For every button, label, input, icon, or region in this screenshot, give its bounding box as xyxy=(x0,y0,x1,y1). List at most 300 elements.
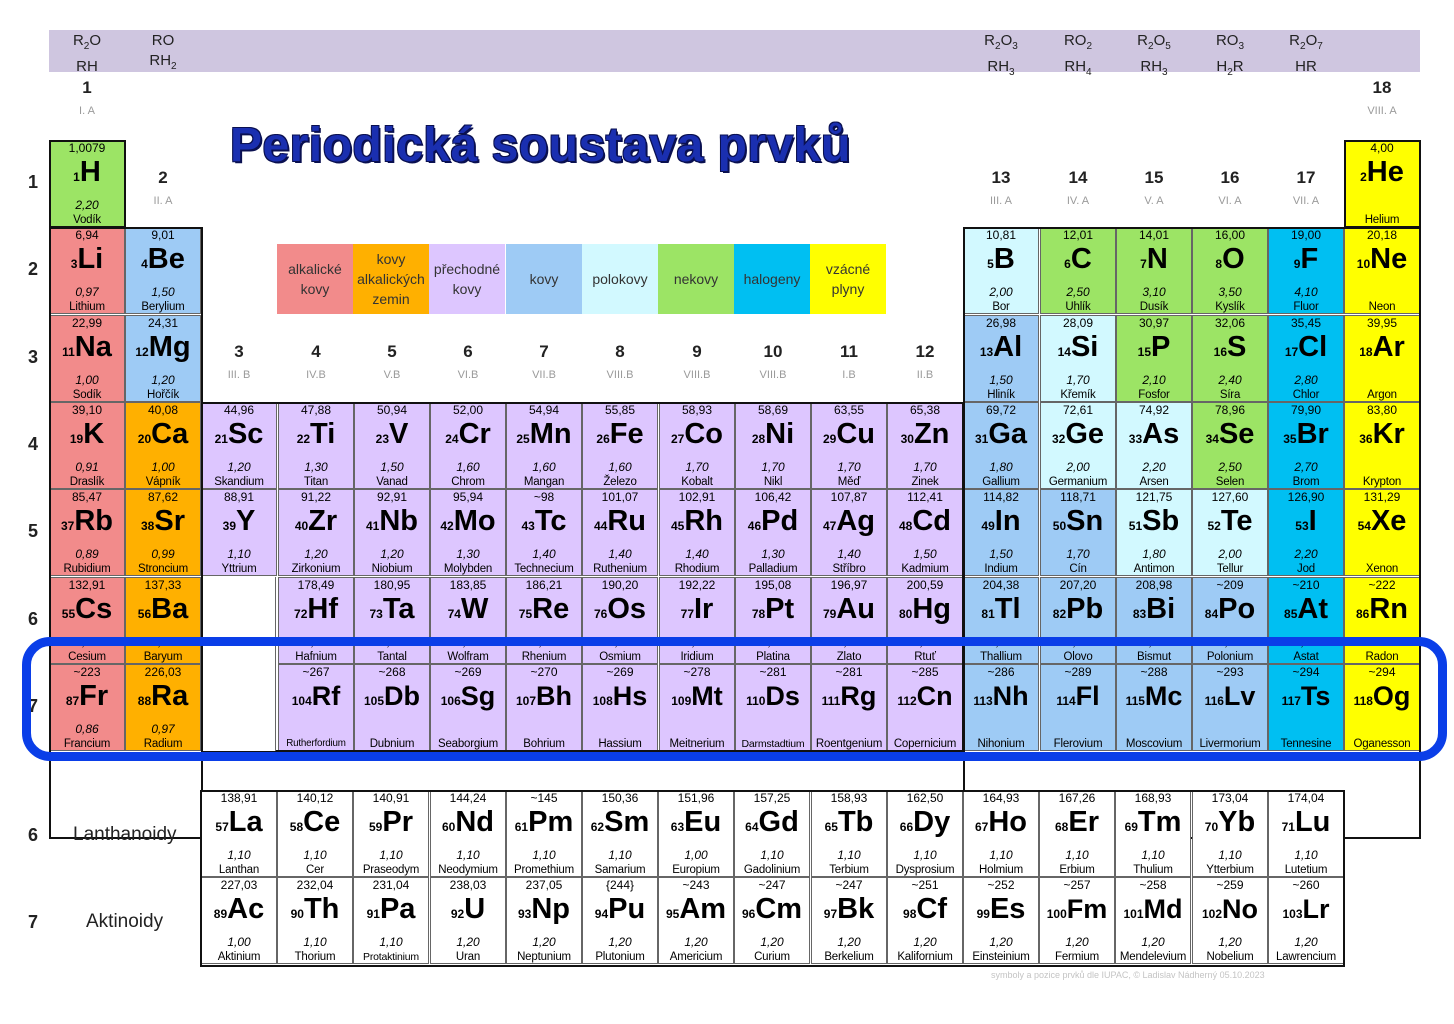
element-b xyxy=(963,227,1039,314)
element-symbol: Dy xyxy=(913,806,951,838)
element-symbol: Si xyxy=(1070,331,1099,363)
oxide-formula: $R_2O_7$ HR xyxy=(1289,32,1323,75)
element-symbol: Hf xyxy=(307,593,338,625)
atomic-mass: 47,88 xyxy=(300,403,332,417)
element-sb xyxy=(1116,489,1192,576)
element-bk xyxy=(811,877,887,964)
element-he xyxy=(1344,140,1420,227)
atomic-mass: ~267 xyxy=(302,665,330,679)
atomic-mass: 52,00 xyxy=(452,403,484,417)
element-name: Holmium xyxy=(979,864,1023,876)
atomic-number: 99 xyxy=(976,907,990,921)
series-period-number: 6 xyxy=(27,825,38,845)
element-symbol: Gd xyxy=(758,806,799,838)
atomic-mass: 208,98 xyxy=(1135,578,1173,592)
electronegativity: 1,40 xyxy=(837,547,861,561)
element-symbol-group xyxy=(355,592,429,631)
element-symbol: Fl xyxy=(1075,681,1100,711)
atomic-number: 39 xyxy=(222,519,236,533)
atomic-number: 74 xyxy=(447,607,461,621)
atomic-number: 12 xyxy=(135,345,149,359)
element-symbol: Mc xyxy=(1144,681,1183,711)
group-roman-label: V.B xyxy=(383,369,401,381)
series-period-number: 7 xyxy=(27,912,38,932)
atomic-number: 11 xyxy=(62,345,75,359)
atomic-mass: 150,36 xyxy=(601,791,639,805)
electronegativity: 1,60 xyxy=(456,460,480,474)
element-symbol-group xyxy=(1041,504,1115,543)
element-name: Copernicium xyxy=(893,738,957,750)
element-symbol: P xyxy=(1151,331,1171,363)
group-roman-label: VI.B xyxy=(457,369,479,381)
element-symbol: Ru xyxy=(607,505,647,537)
element-name: Křemík xyxy=(1060,389,1096,401)
element-symbol: Cf xyxy=(916,893,947,925)
electronegativity: 1,10 xyxy=(1141,848,1165,862)
atomic-number: 47 xyxy=(822,519,837,533)
atomic-mass: ~258 xyxy=(1139,878,1167,892)
element-name: Železo xyxy=(603,476,637,488)
element-name: Olovo xyxy=(1063,651,1093,663)
element-symbol-group xyxy=(279,504,353,543)
atomic-number: 105 xyxy=(363,694,385,708)
element-name: Hořčík xyxy=(146,389,180,401)
element-symbol-group xyxy=(660,504,734,543)
electronegativity: 1,10 xyxy=(379,935,403,949)
electronegativity: 1,20 xyxy=(380,547,404,561)
element-name: Titan xyxy=(303,476,329,488)
electronegativity: 1,10 xyxy=(379,848,403,862)
element-name: Uhlík xyxy=(1065,301,1091,313)
element-sm xyxy=(582,790,658,877)
element-name: Kobalt xyxy=(681,476,713,488)
electronegativity: 1,67 xyxy=(1142,635,1166,649)
atomic-mass: 20,18 xyxy=(1366,228,1398,242)
element-fe xyxy=(582,402,658,489)
electronegativity: 2,20 xyxy=(75,198,99,212)
element-name: Roentgenium xyxy=(815,738,883,750)
element-ag xyxy=(811,489,887,576)
element-name: Draslík xyxy=(69,476,105,488)
atomic-mass: 65,38 xyxy=(909,403,941,417)
atomic-mass: ~257 xyxy=(1063,878,1091,892)
element-symbol-group xyxy=(1193,330,1267,369)
group-roman-label: VIII.B xyxy=(759,369,787,381)
atomic-mass: ~243 xyxy=(682,878,710,892)
atomic-mass: 22,99 xyxy=(71,316,103,330)
atomic-mass: 151,96 xyxy=(677,791,715,805)
element-symbol: Cd xyxy=(912,505,952,537)
element-name: Stroncium xyxy=(138,563,188,575)
atomic-number: 100 xyxy=(1046,907,1067,921)
element-name: Meitnerium xyxy=(669,738,725,750)
element-name: Cer xyxy=(306,864,324,876)
atomic-number: 97 xyxy=(823,907,838,921)
group-roman-label: III. B xyxy=(227,369,251,381)
element-symbol: I xyxy=(1308,505,1317,537)
element-symbol-group xyxy=(735,805,809,844)
element-symbol: Pt xyxy=(765,593,795,625)
element-symbol: Sn xyxy=(1066,505,1104,537)
element-symbol-group xyxy=(355,504,429,543)
element-symbol: Pr xyxy=(382,806,413,838)
period-7-highlight-frame xyxy=(22,637,1447,761)
element-symbol-group xyxy=(354,805,428,844)
element-symbol: Sr xyxy=(154,505,185,537)
atomic-number: 109 xyxy=(671,694,692,708)
atomic-number: 63 xyxy=(670,820,685,834)
element-symbol: Ta xyxy=(382,593,415,625)
element-symbol: Rh xyxy=(684,505,724,537)
atomic-mass: ~223 xyxy=(73,665,101,679)
element-symbol-group xyxy=(964,504,1038,543)
element-name: Zirkonium xyxy=(291,563,341,575)
element-symbol-group xyxy=(659,805,733,844)
element-symbol: Po xyxy=(1218,593,1256,625)
element-name: Mendelevium xyxy=(1119,951,1187,963)
atomic-mass: 88,91 xyxy=(223,490,255,504)
element-symbol-group xyxy=(126,330,200,369)
element-name: Platina xyxy=(756,651,790,663)
element-symbol-group xyxy=(126,592,200,631)
period-number: 1 xyxy=(27,172,38,192)
element-symbol: Cu xyxy=(836,418,876,450)
element-symbol-group xyxy=(431,417,505,456)
element-symbol-group xyxy=(812,504,886,543)
element-name: Indium xyxy=(984,563,1018,575)
atomic-number: 26 xyxy=(596,432,610,446)
element-symbol: Ti xyxy=(310,418,336,450)
element-symbol-group xyxy=(50,155,124,194)
element-name: Hafnium xyxy=(295,651,337,663)
element-name: Chlor xyxy=(1292,389,1320,401)
element-symbol: K xyxy=(83,418,105,450)
element-symbol-group xyxy=(50,417,124,456)
group-number: 10 xyxy=(763,342,783,361)
group-number: 12 xyxy=(915,342,935,361)
atomic-mass: ~288 xyxy=(1140,665,1168,679)
element-symbol: Ho xyxy=(988,806,1028,838)
element-symbol: Sb xyxy=(1142,505,1180,537)
electronegativity: 0,86 xyxy=(75,722,99,736)
element-nd xyxy=(430,790,506,877)
atomic-mass: 195,08 xyxy=(754,578,792,592)
element-symbol-group xyxy=(964,592,1038,631)
element-symbol: Fr xyxy=(79,680,109,712)
electronegativity: 0,79 xyxy=(75,635,99,649)
atomic-number: 44 xyxy=(593,519,608,533)
electronegativity: 1,30 xyxy=(761,547,785,561)
element-symbol: Ac xyxy=(227,893,265,925)
group-roman-label: VIII. A xyxy=(1367,105,1397,117)
element-symbol: Rf xyxy=(311,681,341,711)
element-symbol: Lu xyxy=(1294,806,1331,838)
element-symbol: Fm xyxy=(1066,894,1108,924)
element-symbol: Ge xyxy=(1065,418,1105,450)
group-number: 5 xyxy=(387,342,397,361)
element-symbol-group xyxy=(583,805,657,844)
group-roman-label: IV.B xyxy=(306,369,326,381)
atomic-number: 67 xyxy=(974,820,989,834)
element-symbol: Cm xyxy=(755,893,803,925)
atomic-mass: {244} xyxy=(605,878,635,892)
atomic-mass: ~209 xyxy=(1216,578,1244,592)
element-symbol: Bk xyxy=(837,893,875,925)
atomic-number: 93 xyxy=(517,907,532,921)
electronegativity: 1,60 xyxy=(608,460,632,474)
atomic-number: 23 xyxy=(375,432,389,446)
electronegativity: 1,76 xyxy=(1218,635,1242,649)
element-name: Moscovium xyxy=(1125,738,1183,750)
element-symbol: Ds xyxy=(765,681,800,711)
element-symbol-group xyxy=(964,805,1038,844)
element-symbol: Mt xyxy=(691,681,723,711)
oxide-formula: RO $RH_2$ xyxy=(149,32,177,72)
atomic-mass: 24,31 xyxy=(147,316,179,330)
series-name: Lanthanoidy xyxy=(73,824,177,845)
atomic-number: 24 xyxy=(445,432,459,446)
element-name: Rubidium xyxy=(63,563,111,575)
series-name: Aktinoidy xyxy=(86,911,164,932)
element-name: Thulium xyxy=(1133,864,1173,876)
element-xe xyxy=(1344,489,1420,576)
electronegativity: 1,50 xyxy=(151,285,175,299)
element-name: Uran xyxy=(455,951,481,963)
electronegativity: 1,52 xyxy=(608,635,632,649)
legend-pre: přechodné kovy xyxy=(429,244,505,314)
electronegativity: 2,10 xyxy=(1142,373,1166,387)
electronegativity: 1,10 xyxy=(1218,848,1242,862)
element-name: Kyslík xyxy=(1215,301,1245,313)
electronegativity: 1,70 xyxy=(1066,547,1090,561)
atomic-mass: ~294 xyxy=(1368,665,1396,679)
atomic-number: 60 xyxy=(441,820,456,834)
electronegativity: 1,70 xyxy=(837,460,861,474)
element-th xyxy=(277,877,353,964)
element-u xyxy=(430,877,506,964)
element-symbol-group xyxy=(888,592,962,631)
element-symbol: Cl xyxy=(1298,331,1328,363)
element-symbol-group xyxy=(812,592,886,631)
element-symbol: Hs xyxy=(612,681,648,711)
atomic-number: 43 xyxy=(521,519,535,533)
element-symbol: In xyxy=(994,505,1021,537)
element-sr xyxy=(125,489,201,576)
group-roman-label: I.B xyxy=(842,369,856,381)
atomic-mass: 126,90 xyxy=(1287,490,1325,504)
electronegativity: 1,90 xyxy=(1294,635,1318,649)
element-symbol-group xyxy=(1345,592,1419,631)
oxide-formula: $R_2O_5$ $RH_3$ xyxy=(1137,32,1171,78)
element-symbol-group xyxy=(1193,892,1267,931)
group-number: 18 xyxy=(1372,78,1392,97)
atomic-mass: 58,69 xyxy=(757,403,789,417)
element-symbol: At xyxy=(1297,593,1328,625)
element-name: Fermium xyxy=(1055,951,1099,963)
element-lu xyxy=(1268,790,1344,877)
element-symbol-group xyxy=(964,892,1038,931)
atomic-number: 45 xyxy=(670,519,685,533)
electronegativity: 1,10 xyxy=(608,848,632,862)
atomic-number: 62 xyxy=(590,820,605,834)
atomic-number: 108 xyxy=(592,694,613,708)
atomic-mass: ~222 xyxy=(1368,578,1396,592)
element-name: Krypton xyxy=(1362,476,1402,488)
electronegativity: 1,00 xyxy=(151,460,175,474)
element-name: Ytterbium xyxy=(1206,864,1254,876)
atomic-number: 16 xyxy=(1213,345,1227,359)
element-mn xyxy=(506,402,582,489)
electronegativity: 1,50 xyxy=(380,460,404,474)
atomic-mass: ~281 xyxy=(759,665,787,679)
atomic-mass: 1,0079 xyxy=(68,141,106,155)
element-symbol-group xyxy=(660,417,734,456)
element-name: Xenon xyxy=(1365,563,1399,575)
atomic-mass: 118,71 xyxy=(1060,490,1096,504)
atomic-mass: 101,07 xyxy=(601,490,639,504)
element-li xyxy=(49,227,125,314)
element-la xyxy=(201,790,277,877)
atomic-number: 57 xyxy=(215,820,229,834)
atomic-mass: 44,96 xyxy=(223,403,255,417)
atomic-mass: ~98 xyxy=(533,490,555,504)
atomic-number: 27 xyxy=(670,432,685,446)
atomic-mass: 157,25 xyxy=(753,791,791,805)
atomic-mass: 144,24 xyxy=(449,791,487,805)
atomic-mass: 196,97 xyxy=(830,578,868,592)
element-symbol-group xyxy=(1345,504,1419,543)
electronegativity: 2,40 xyxy=(1218,373,1242,387)
element-dy xyxy=(887,790,963,877)
element-symbol-group xyxy=(354,892,428,931)
element-c xyxy=(1040,227,1116,314)
electronegativity: 0,97 xyxy=(151,722,175,736)
atomic-mass: 121,75 xyxy=(1135,490,1173,504)
element-symbol-group xyxy=(1269,504,1343,543)
element-name: Nikl xyxy=(763,476,783,488)
group-number: 11 xyxy=(840,342,858,361)
element-name: Fluor xyxy=(1293,301,1319,313)
atomic-number: 46 xyxy=(747,519,762,533)
element-symbol: Pb xyxy=(1066,593,1104,625)
electronegativity: 1,20 xyxy=(837,935,861,949)
atomic-mass: 83,80 xyxy=(1366,403,1398,417)
electronegativity: 1,50 xyxy=(989,373,1013,387)
atomic-number: 9 xyxy=(1293,257,1301,271)
electronegativity: 1,20 xyxy=(456,935,480,949)
atomic-mass: 174,04 xyxy=(1287,791,1325,805)
element-name: Erbium xyxy=(1059,864,1095,876)
atomic-number: 1 xyxy=(73,170,80,184)
element-name: Síra xyxy=(1219,389,1241,401)
element-name: Nihonium xyxy=(977,738,1025,750)
element-symbol: W xyxy=(460,593,489,625)
atomic-number: 92 xyxy=(450,907,465,921)
atomic-mass: ~293 xyxy=(1216,665,1244,679)
element-symbol-group xyxy=(1117,504,1191,543)
element-symbol-group xyxy=(126,417,200,456)
group-roman-label: V. A xyxy=(1144,195,1164,207)
element-name: Měď xyxy=(837,476,861,488)
atomic-number: 21 xyxy=(214,432,228,446)
atomic-mass: ~260 xyxy=(1292,878,1320,892)
element-symbol: Eu xyxy=(684,806,722,838)
electronegativity: 2,00 xyxy=(1218,547,1242,561)
element-cu xyxy=(811,402,887,489)
atomic-number: 42 xyxy=(440,519,454,533)
element-name: Tellur xyxy=(1216,563,1244,575)
element-symbol: Ce xyxy=(303,806,341,838)
element-name: Molybden xyxy=(443,563,493,575)
element-symbol: Yb xyxy=(1218,806,1256,838)
atomic-mass: 12,01 xyxy=(1062,228,1094,242)
atomic-number: 110 xyxy=(746,694,766,708)
atomic-number: 65 xyxy=(824,820,838,834)
element-symbol-group xyxy=(1269,805,1343,844)
electronegativity: 3,10 xyxy=(1142,285,1166,299)
atomic-mass: 138,91 xyxy=(220,791,258,805)
legend-vzp: vzácné plyny xyxy=(810,244,886,314)
electronegativity: 2,20 xyxy=(1142,460,1166,474)
electronegativity: 2,50 xyxy=(1218,460,1242,474)
element-tb xyxy=(811,790,887,877)
element-symbol-group xyxy=(507,805,581,844)
element-nb xyxy=(354,489,430,576)
electronegativity: 1,20 xyxy=(1294,935,1318,949)
atomic-number: 30 xyxy=(900,432,914,446)
electronegativity: 1,46 xyxy=(532,635,556,649)
atomic-mass: 39,95 xyxy=(1366,316,1398,330)
electronegativity: 1,50 xyxy=(989,547,1013,561)
element-ce xyxy=(277,790,353,877)
element-symbol: Sg xyxy=(460,681,496,711)
element-name: Europium xyxy=(672,864,720,876)
atomic-mass: 79,90 xyxy=(1290,403,1322,417)
atomic-number: 55 xyxy=(61,607,76,621)
element-symbol-group xyxy=(507,417,581,456)
atomic-mass: 127,60 xyxy=(1211,490,1249,504)
element-symbol: Li xyxy=(77,243,104,275)
atomic-number: 115 xyxy=(1125,694,1145,708)
element-name: Praseodym xyxy=(362,864,420,876)
element-symbol-group xyxy=(1041,242,1115,281)
element-symbol: C xyxy=(1070,243,1092,275)
atomic-mass: 50,94 xyxy=(376,403,408,417)
element-name: Curium xyxy=(754,951,790,963)
element-name: Livermorium xyxy=(1199,738,1261,750)
atomic-mass: 232,04 xyxy=(296,878,334,892)
page-title: Periodická soustava prvků xyxy=(230,119,851,172)
element-symbol: Os xyxy=(607,593,647,625)
atomic-mass: 91,22 xyxy=(300,490,332,504)
element-symbol: U xyxy=(464,893,486,925)
atomic-number: 69 xyxy=(1124,820,1138,834)
element-te xyxy=(1192,489,1268,576)
element-name: Polonium xyxy=(1206,651,1254,663)
electronegativity: 1,44 xyxy=(989,635,1013,649)
atomic-mass: 132,91 xyxy=(68,578,106,592)
atomic-number: 70 xyxy=(1204,820,1219,834)
electronegativity: 1,40 xyxy=(532,547,556,561)
atomic-number: 10 xyxy=(1356,257,1371,271)
electronegativity: 1,20 xyxy=(760,935,784,949)
atomic-mass: 95,94 xyxy=(452,490,484,504)
element-rh xyxy=(659,489,735,576)
atomic-number: 35 xyxy=(1283,432,1297,446)
element-symbol: Am xyxy=(679,893,727,925)
element-symbol: Cs xyxy=(75,593,113,625)
element-name: Neon xyxy=(1368,301,1396,313)
